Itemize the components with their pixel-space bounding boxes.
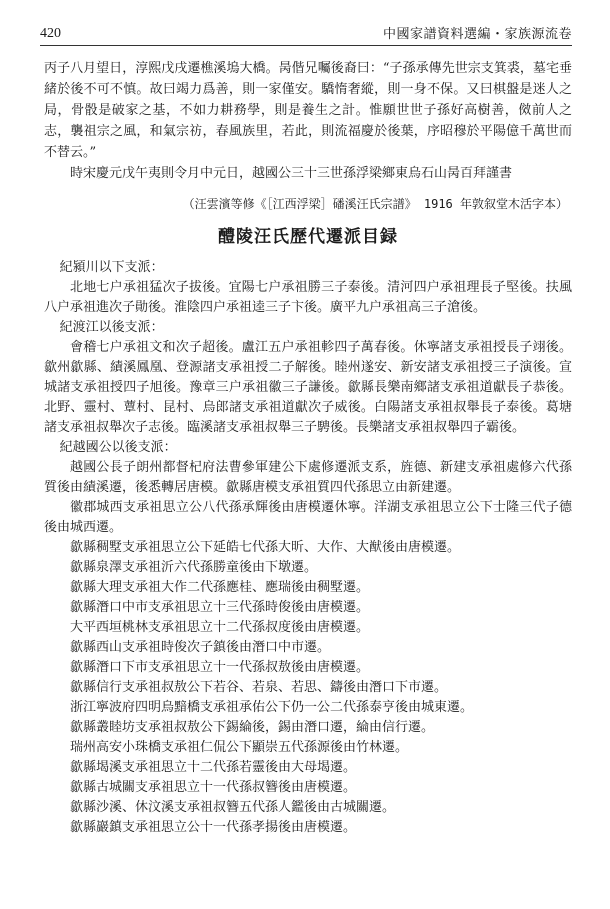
group-entry: 北地七户承祖猛次子拔後。宜陽七户承祖勝三子泰後。清河四户承祖理長子堅後。扶風八户承祖進次子勛後。淮陰四户承祖逵三子卞後。廣平九户承祖高三子滄後。 (44, 280, 572, 315)
group-heading: 紀越國公以後支派： (59, 440, 177, 455)
list-item: 大平西垣桃林支承祖思立十二代孫叔度後由唐模遷。 (70, 620, 370, 635)
list-item: 歙縣潛口中市支承祖思立十三代孫時俊後由唐模遷。 (70, 600, 370, 615)
list-item: 歙縣信行支承祖叔敖公下若谷、若泉、若思、鑄後由潛口下市遷。 (70, 680, 448, 695)
page-content (44, 58, 572, 838)
list-item: 歙縣沙溪、休汶溪支承祖叔簪五代孫人鑑後由古城關遷。 (70, 800, 396, 815)
preface-signature: 時宋慶元戊午夷則令月中元日，越國公三十三世孫浮梁鄉東烏石山昺百拜謹書 (70, 166, 513, 181)
source-citation: （汪雲濱等修《［江西浮梁］磻溪汪氏宗譜》 1916 年敦叙堂木活字本） (182, 197, 568, 211)
group-heading: 紀潁川以下支派： (59, 260, 164, 275)
list-item: 歙縣巖鎮支承祖思立公十一代孫孝揚後由唐模遷。 (70, 820, 357, 835)
list-item: 浙江寧波府四明烏黯橋支承祖承佑公下仍一公二代孫泰亨後由城東遷。 (70, 700, 474, 715)
list-item: 歙縣潛口下市支承祖思立十一代孫叔敖後由唐模遷。 (70, 660, 370, 675)
list-item: 歙縣泉澤支承祖沂六代孫勝童後由下墩遷。 (70, 560, 318, 575)
list-item: 歙縣西山支承祖時俊次子鎮後由潛口中市遷。 (70, 640, 331, 655)
list-item: 歙縣大理支承祖大作二代孫應桂、應瑞後由稠墅遷。 (70, 580, 370, 595)
page-number: 420 (40, 26, 61, 41)
group-entry: 徽郡城西支承祖思立公八代孫承輝後由唐模遷休寧。洋湖支承祖思立公下士隆三代子德後由城西遷。 (44, 500, 572, 535)
preface-paragraph: 丙子八月望日，淳熙戊戌遷樵溪塢大橋。昺偕兄囑後裔曰：“子孫承傳先世宗支箕裘，墓宅垂緒於後不可不慎。故曰竭力爲善，則一家僅安。驕惰奢縱，則一身不保。又曰棋盤是迷人之局，骨骰是破家之基，不如力耕務學，則是養生之計。惟願世世子孫好高樹善，傚前人之志，襲祖宗之風，和氣宗祊，春風族里，若此，則流福慶於後葉，序昭穆於平陽億千萬世而不替云。” (44, 61, 572, 160)
header-rule (40, 45, 572, 46)
list-item: 歙縣古城關支承祖思立十一代孫叔簪後由唐模遷。 (70, 780, 357, 795)
list-item: 歙縣稠墅支承祖思立公下延皓七代孫大昕、大作、大猷後由唐模遷。 (70, 540, 461, 555)
section-title: 醴陵汪氏歷代遷派目録 (218, 227, 398, 247)
list-item: 瑞州高安小珠橋支承祖仁侃公下顯崇五代孫源後由竹林遷。 (70, 740, 409, 755)
group-entry: 會稽七户承祖文和次子超後。盧江五户承祖軫四子萬春後。休寧諸支承祖授長子翊後。歙州歙縣、績溪鳳凰、登源諸支承祖授二子解後。睦州遂安、新安諸支承祖授三子演後。宣城諸支承祖授四子旭後。豫章三户承祖徽三子謙後。歙縣長樂南鄉諸支承祖道獻長子恭後。北野、靈村、蕈村、昆村、烏郎諸支承祖道獻次子威後。白陽諸支承祖叔舉長子泰後。葛塘諸支承祖叔舉次子志後。臨溪諸支承祖叔舉三子騁後。長樂諸支承祖叔舉四子霸後。 (44, 340, 572, 435)
group-entry: 越國公長子朗州都督杞府法曹參軍建公下處修遷派支系，旌德、新建支承祖處修六代孫質後由績溪遷，後悉轉居唐模。歙縣唐模支承祖質四代孫思立由新建遷。 (44, 460, 572, 495)
book-title: 中國家譜資料選編・家族源流卷 (382, 27, 572, 42)
migration-list (44, 258, 572, 838)
list-item: 歙縣堨溪支承祖思立十二代孫若靈後由大母堨遷。 (70, 760, 357, 775)
group-heading: 紀渡江以後支派： (59, 320, 164, 335)
list-item: 歙縣叢睦坊支承祖叔敖公下錫綸後，錫由潛口遷，綸由信行遷。 (70, 720, 435, 735)
running-header (40, 22, 572, 42)
